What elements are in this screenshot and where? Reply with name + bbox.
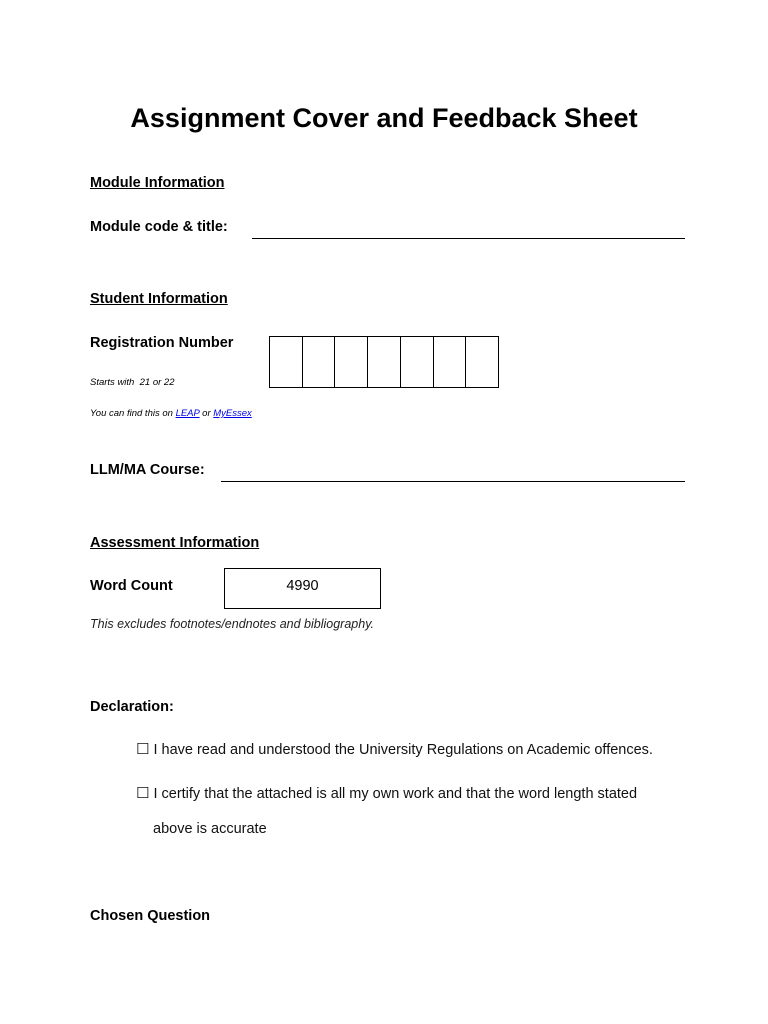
- registration-digit-box[interactable]: [466, 337, 498, 387]
- module-information-heading: Module Information: [90, 175, 225, 191]
- word-count-label: Word Count: [90, 578, 173, 594]
- own-work-text-line1: I certify that the attached is all my own work and that the word length stated: [153, 786, 638, 802]
- registration-digit-box[interactable]: [270, 337, 303, 387]
- find-note-or: or: [199, 408, 214, 419]
- own-work-text-line2: above is accurate: [153, 821, 267, 837]
- academic-offences-checkbox[interactable]: ☐: [136, 741, 150, 758]
- registration-digit-box[interactable]: [335, 337, 368, 387]
- student-information-heading: Student Information: [90, 291, 228, 307]
- module-code-title-field[interactable]: [252, 238, 685, 239]
- registration-hint: Starts with 21 or 22: [90, 377, 175, 388]
- myessex-link[interactable]: MyEssex: [213, 408, 252, 419]
- declaration-item-own-work: [136, 785, 637, 803]
- declaration-item-academic-offences: [136, 741, 653, 759]
- document-title: Assignment Cover and Feedback Sheet: [130, 103, 638, 133]
- course-field[interactable]: [221, 481, 685, 482]
- registration-number-grid: [269, 336, 499, 388]
- registration-digit-box[interactable]: [434, 337, 467, 387]
- registration-digit-box[interactable]: [401, 337, 434, 387]
- registration-digit-box[interactable]: [303, 337, 336, 387]
- word-count-field[interactable]: 4990: [224, 568, 381, 609]
- registration-find-note: [90, 408, 252, 420]
- module-code-title-label: Module code & title:: [90, 219, 228, 235]
- leap-link[interactable]: LEAP: [175, 408, 200, 419]
- registration-digit-box[interactable]: [368, 337, 401, 387]
- own-work-checkbox[interactable]: ☐: [136, 785, 150, 802]
- course-label: LLM/MA Course:: [90, 462, 205, 478]
- registration-number-label: Registration Number: [90, 335, 234, 351]
- academic-offences-text: I have read and understood the University Regulations on Academic offences.: [153, 742, 653, 758]
- chosen-question-heading: Chosen Question: [90, 908, 211, 924]
- find-note-prefix: You can find this on: [90, 408, 176, 419]
- declaration-heading: Declaration:: [90, 699, 174, 715]
- assessment-information-heading: Assessment Information: [90, 535, 260, 551]
- word-count-note: This excludes footnotes/endnotes and bibliography.: [90, 617, 374, 631]
